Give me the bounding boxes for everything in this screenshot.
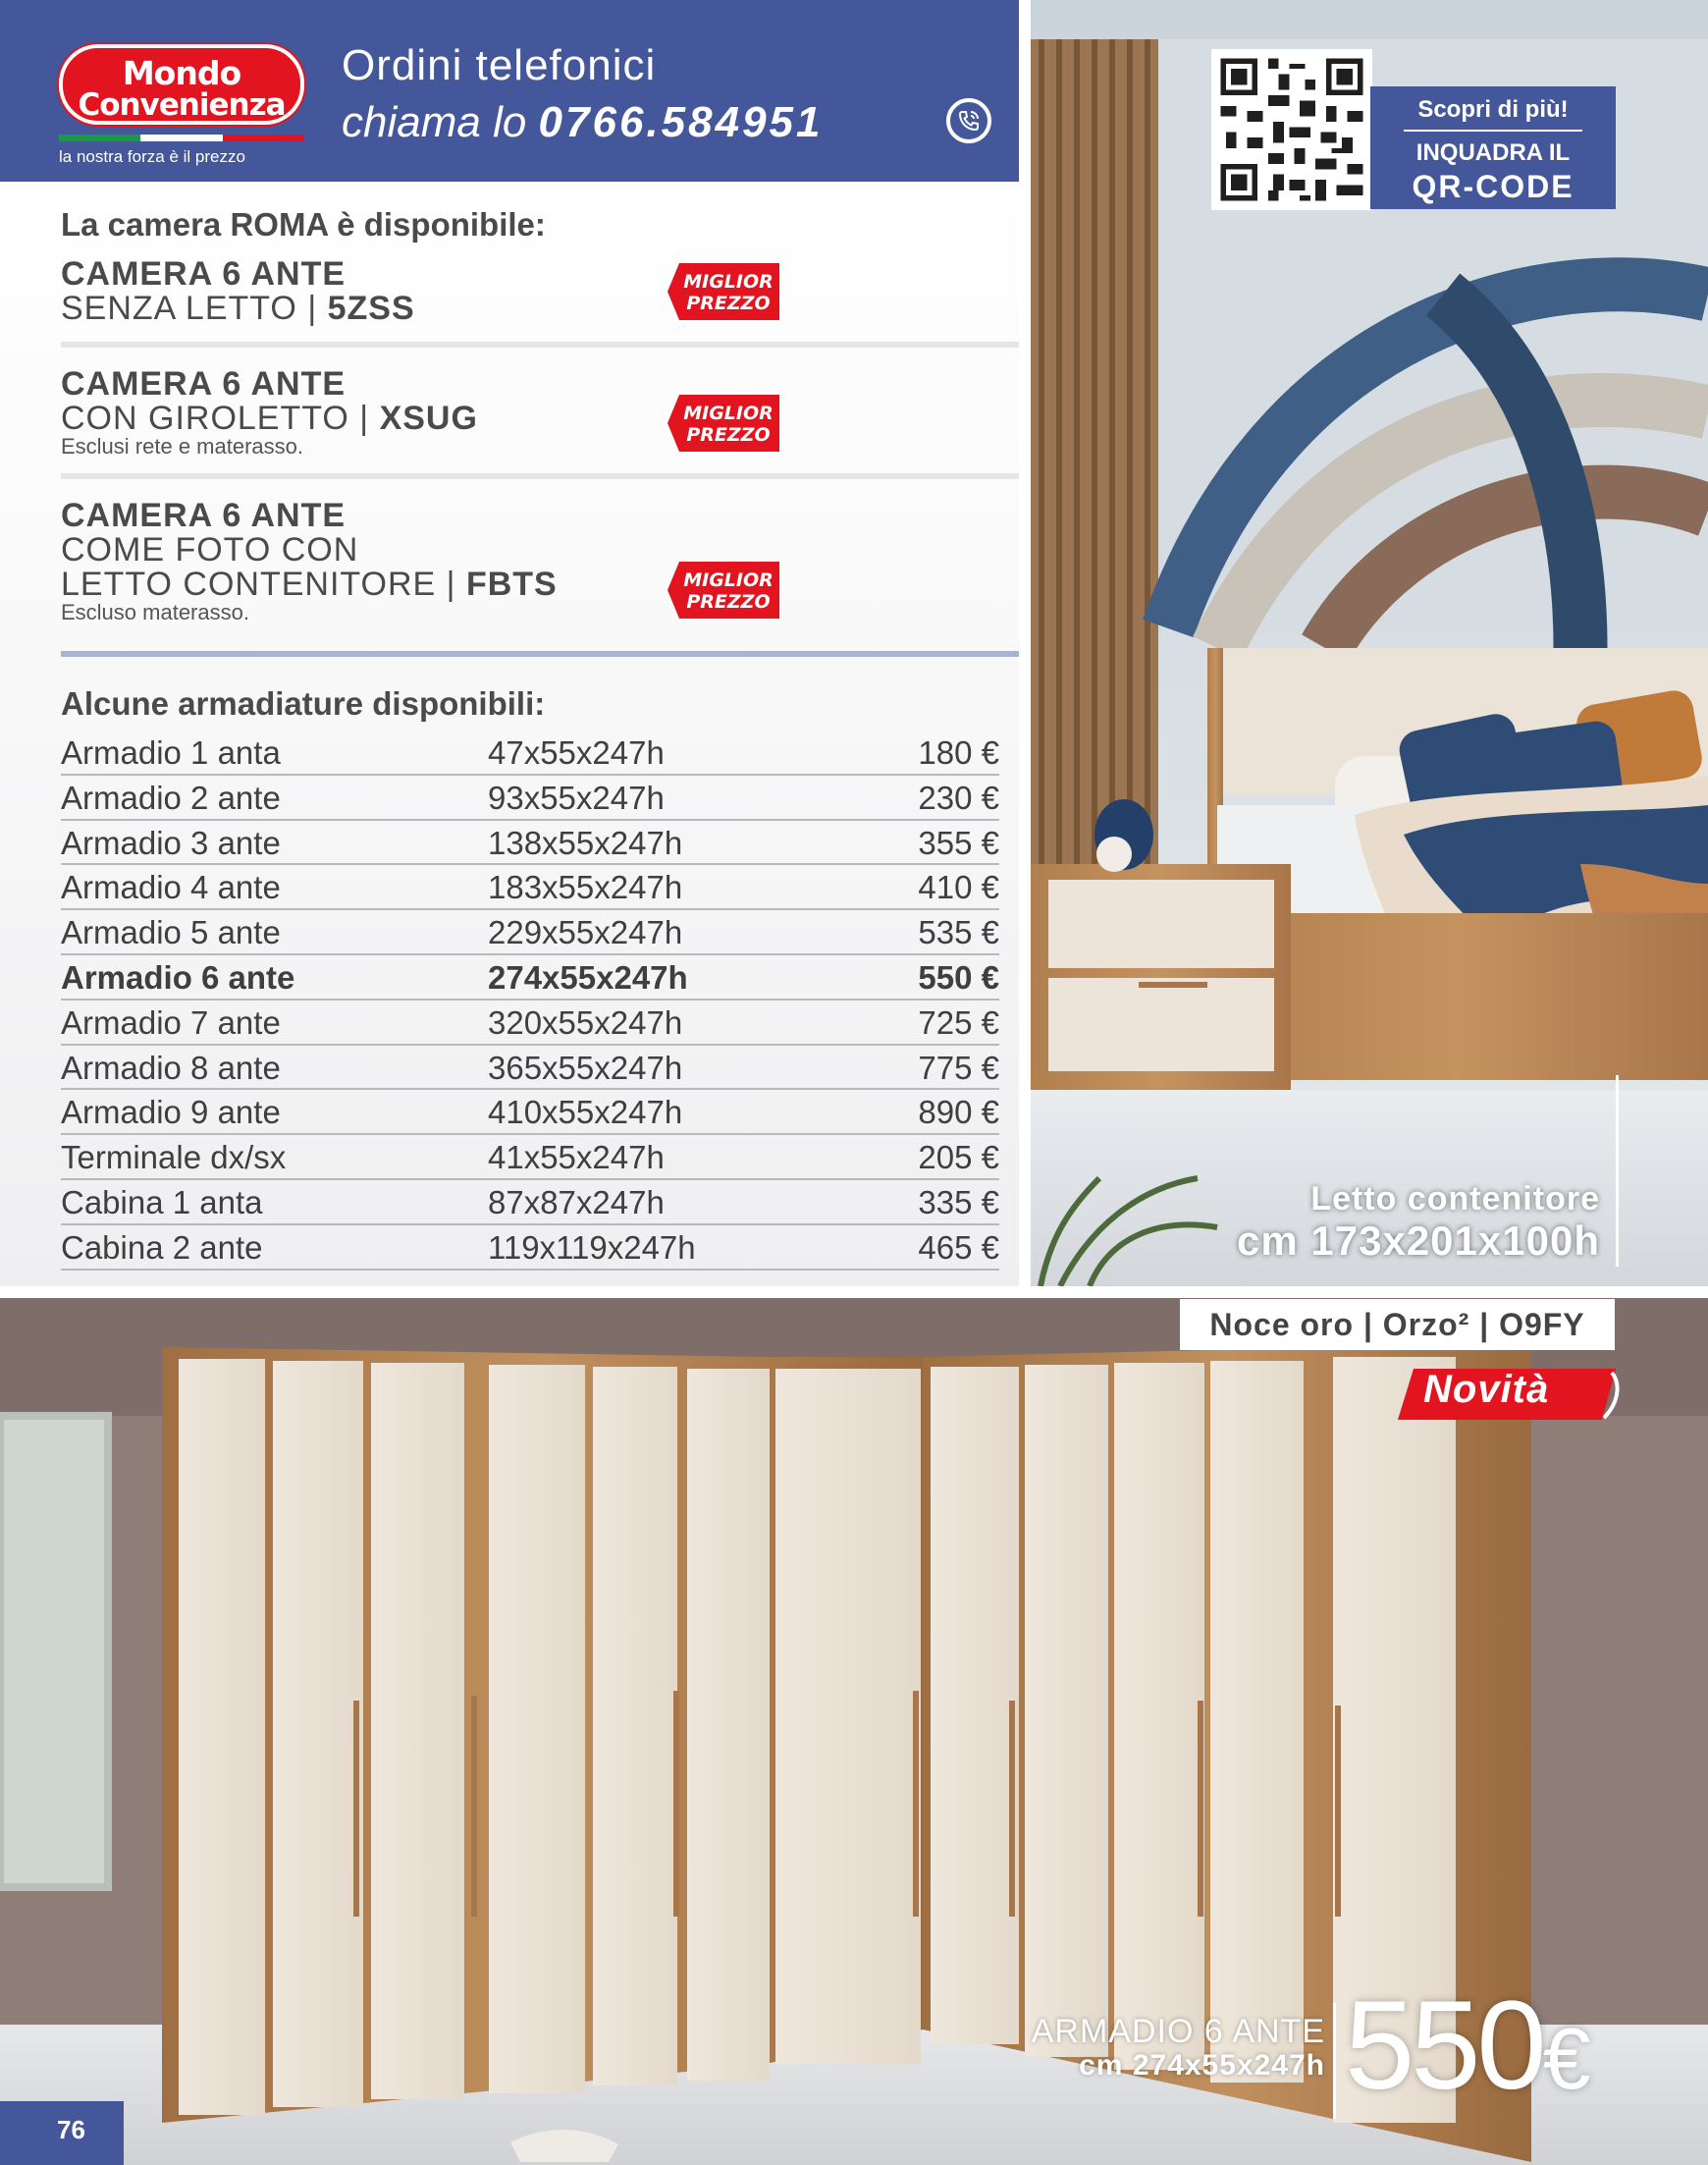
qr-callout: [1370, 86, 1616, 209]
logo-text-line2: Convenienza: [78, 87, 286, 123]
table-row: [61, 865, 999, 910]
caption-line: [1333, 2003, 1336, 2119]
table-row: [61, 1180, 999, 1225]
wardrobe-name: Cabina 1 anta: [61, 1183, 263, 1220]
availability-title: La camera ROMA è disponibile:: [61, 206, 546, 243]
wardrobe-size: 41x55x247h: [488, 1139, 665, 1176]
table-row: [61, 1135, 999, 1180]
offer-subtitle-2: LETTO CONTENITORE | FBTS: [61, 566, 558, 603]
best-price-badge: [666, 560, 781, 621]
separator: [61, 473, 1019, 479]
offer-title: CAMERA 6 ANTE: [61, 497, 347, 534]
best-price-badge: [666, 393, 781, 454]
badge-text-2: PREZZO: [686, 591, 771, 613]
offer-subtitle: CON GIROLETTO | XSUG: [61, 400, 478, 437]
logo-text-line1: Mondo: [122, 54, 241, 92]
qr-instruction: INQUADRA IL: [1415, 139, 1571, 166]
badge-text-1: MIGLIOR: [683, 403, 774, 424]
offer-item: [61, 367, 1019, 458]
offer-title: CAMERA 6 ANTE: [61, 255, 347, 293]
wardrobe-size: 320x55x247h: [488, 1003, 683, 1041]
wardrobe-price: 535 €: [918, 914, 999, 951]
wardrobe-name: Armadio 4 ante: [61, 869, 281, 906]
qr-label: QR-CODE: [1412, 169, 1575, 204]
offer-code: 5ZSS: [327, 290, 415, 327]
bed-dimensions: cm 173x201x100h: [1237, 1218, 1600, 1264]
separator: [61, 342, 1019, 348]
logo-tagline: la nostra forza è il prezzo: [59, 147, 245, 166]
table-row: [61, 1001, 999, 1046]
wardrobe-caption: ARMADIO 6 ANTE: [1031, 2013, 1325, 2050]
wardrobe-name: Armadio 5 ante: [61, 914, 281, 951]
caption-line: [1616, 1075, 1619, 1267]
wardrobe-price: 355 €: [918, 824, 999, 861]
qr-discover: Scopri di più!: [1417, 96, 1569, 123]
badge-text-2: PREZZO: [686, 293, 771, 314]
qr-divider: [1404, 130, 1582, 132]
best-price-badge: [666, 261, 781, 322]
wardrobe-size: 229x55x247h: [488, 914, 683, 951]
wardrobe-name: Terminale dx/sx: [61, 1139, 287, 1176]
offer-item: [61, 499, 1019, 623]
offer-subtitle: COME FOTO CON: [61, 531, 359, 568]
badge-text-2: PREZZO: [686, 424, 771, 446]
wardrobe-name: Armadio 8 ante: [61, 1049, 281, 1086]
brand-logo[interactable]: [59, 44, 304, 133]
wardrobe-dimensions: cm 274x55x247h: [1079, 2049, 1325, 2082]
separator-blue: [61, 651, 1019, 657]
wardrobes-table: [61, 731, 999, 1271]
badge-text-1: MIGLIOR: [683, 271, 774, 293]
table-row: [61, 1046, 999, 1091]
wardrobe-price: 230 €: [918, 779, 999, 816]
wardrobe-name: Armadio 6 ante: [61, 958, 295, 996]
wardrobe-size: 119x119x247h: [488, 1228, 696, 1266]
wardrobe-price: 550€: [1345, 1976, 1587, 2116]
wardrobe-price: 205 €: [918, 1139, 999, 1176]
table-row: [61, 776, 999, 821]
offer-note: Esclusi rete e materasso.: [61, 434, 303, 459]
wardrobe-name: Cabina 2 ante: [61, 1228, 263, 1266]
wardrobe-name: Armadio 3 ante: [61, 824, 281, 861]
bed-caption: Letto contenitore: [1310, 1180, 1600, 1218]
offer-subtitle: SENZA LETTO | 5ZSS: [61, 290, 415, 327]
wardrobe-size: 365x55x247h: [488, 1049, 683, 1086]
table-row: [61, 821, 999, 866]
offer-code: FBTS: [465, 566, 558, 603]
wardrobe-size: 138x55x247h: [488, 824, 683, 861]
phone-prefix: chiama lo: [342, 98, 539, 146]
wardrobe-name: Armadio 2 ante: [61, 779, 281, 816]
table-row: [61, 910, 999, 955]
badge-text-1: MIGLIOR: [683, 569, 774, 591]
offer-title: CAMERA 6 ANTE: [61, 365, 347, 403]
offer-note: Escluso materasso.: [61, 600, 249, 624]
wardrobe-price: 465 €: [918, 1228, 999, 1266]
wardrobe-size: 183x55x247h: [488, 869, 683, 906]
table-row: [61, 1225, 999, 1271]
qr-code-icon[interactable]: [1211, 49, 1372, 210]
wardrobe-size: 410x55x247h: [488, 1094, 683, 1131]
wardrobe-price: 775 €: [918, 1049, 999, 1086]
wardrobe-price: 410 €: [918, 869, 999, 906]
wardrobe-price: 335 €: [918, 1183, 999, 1220]
wardrobes-title: Alcune armadiature disponibili:: [61, 685, 546, 722]
offer-code: XSUG: [379, 400, 478, 437]
table-row: [61, 731, 999, 776]
wardrobe-size: 87x87x247h: [488, 1183, 665, 1220]
phone-call-line: [342, 98, 823, 147]
wardrobe-price: 890 €: [918, 1094, 999, 1131]
phone-icon[interactable]: [946, 98, 991, 143]
phone-orders-title: Ordini telefonici: [342, 41, 657, 89]
new-badge-text: Novità: [1423, 1368, 1550, 1411]
wardrobe-name: Armadio 7 ante: [61, 1003, 281, 1041]
table-row: [61, 955, 999, 1001]
wardrobe-size: 47x55x247h: [488, 734, 665, 771]
wardrobe-size: 93x55x247h: [488, 779, 665, 816]
offer-item: [61, 257, 1019, 326]
wardrobe-price: 725 €: [918, 1003, 999, 1041]
table-row: [61, 1090, 999, 1135]
page-number: 76: [0, 2101, 124, 2165]
wardrobe-price: 180 €: [918, 734, 999, 771]
italian-flag-stripe: [59, 135, 304, 141]
wardrobe-size: 274x55x247h: [488, 958, 688, 996]
wardrobe-name: Armadio 9 ante: [61, 1094, 281, 1131]
finish-label: Noce oro | Orzo² | O9FY: [1180, 1299, 1615, 1350]
logo-badge: [59, 44, 304, 125]
phone-number[interactable]: 0766.584951: [538, 98, 824, 146]
wardrobe-name: Armadio 1 anta: [61, 734, 281, 771]
wardrobe-price: 550 €: [918, 958, 999, 996]
